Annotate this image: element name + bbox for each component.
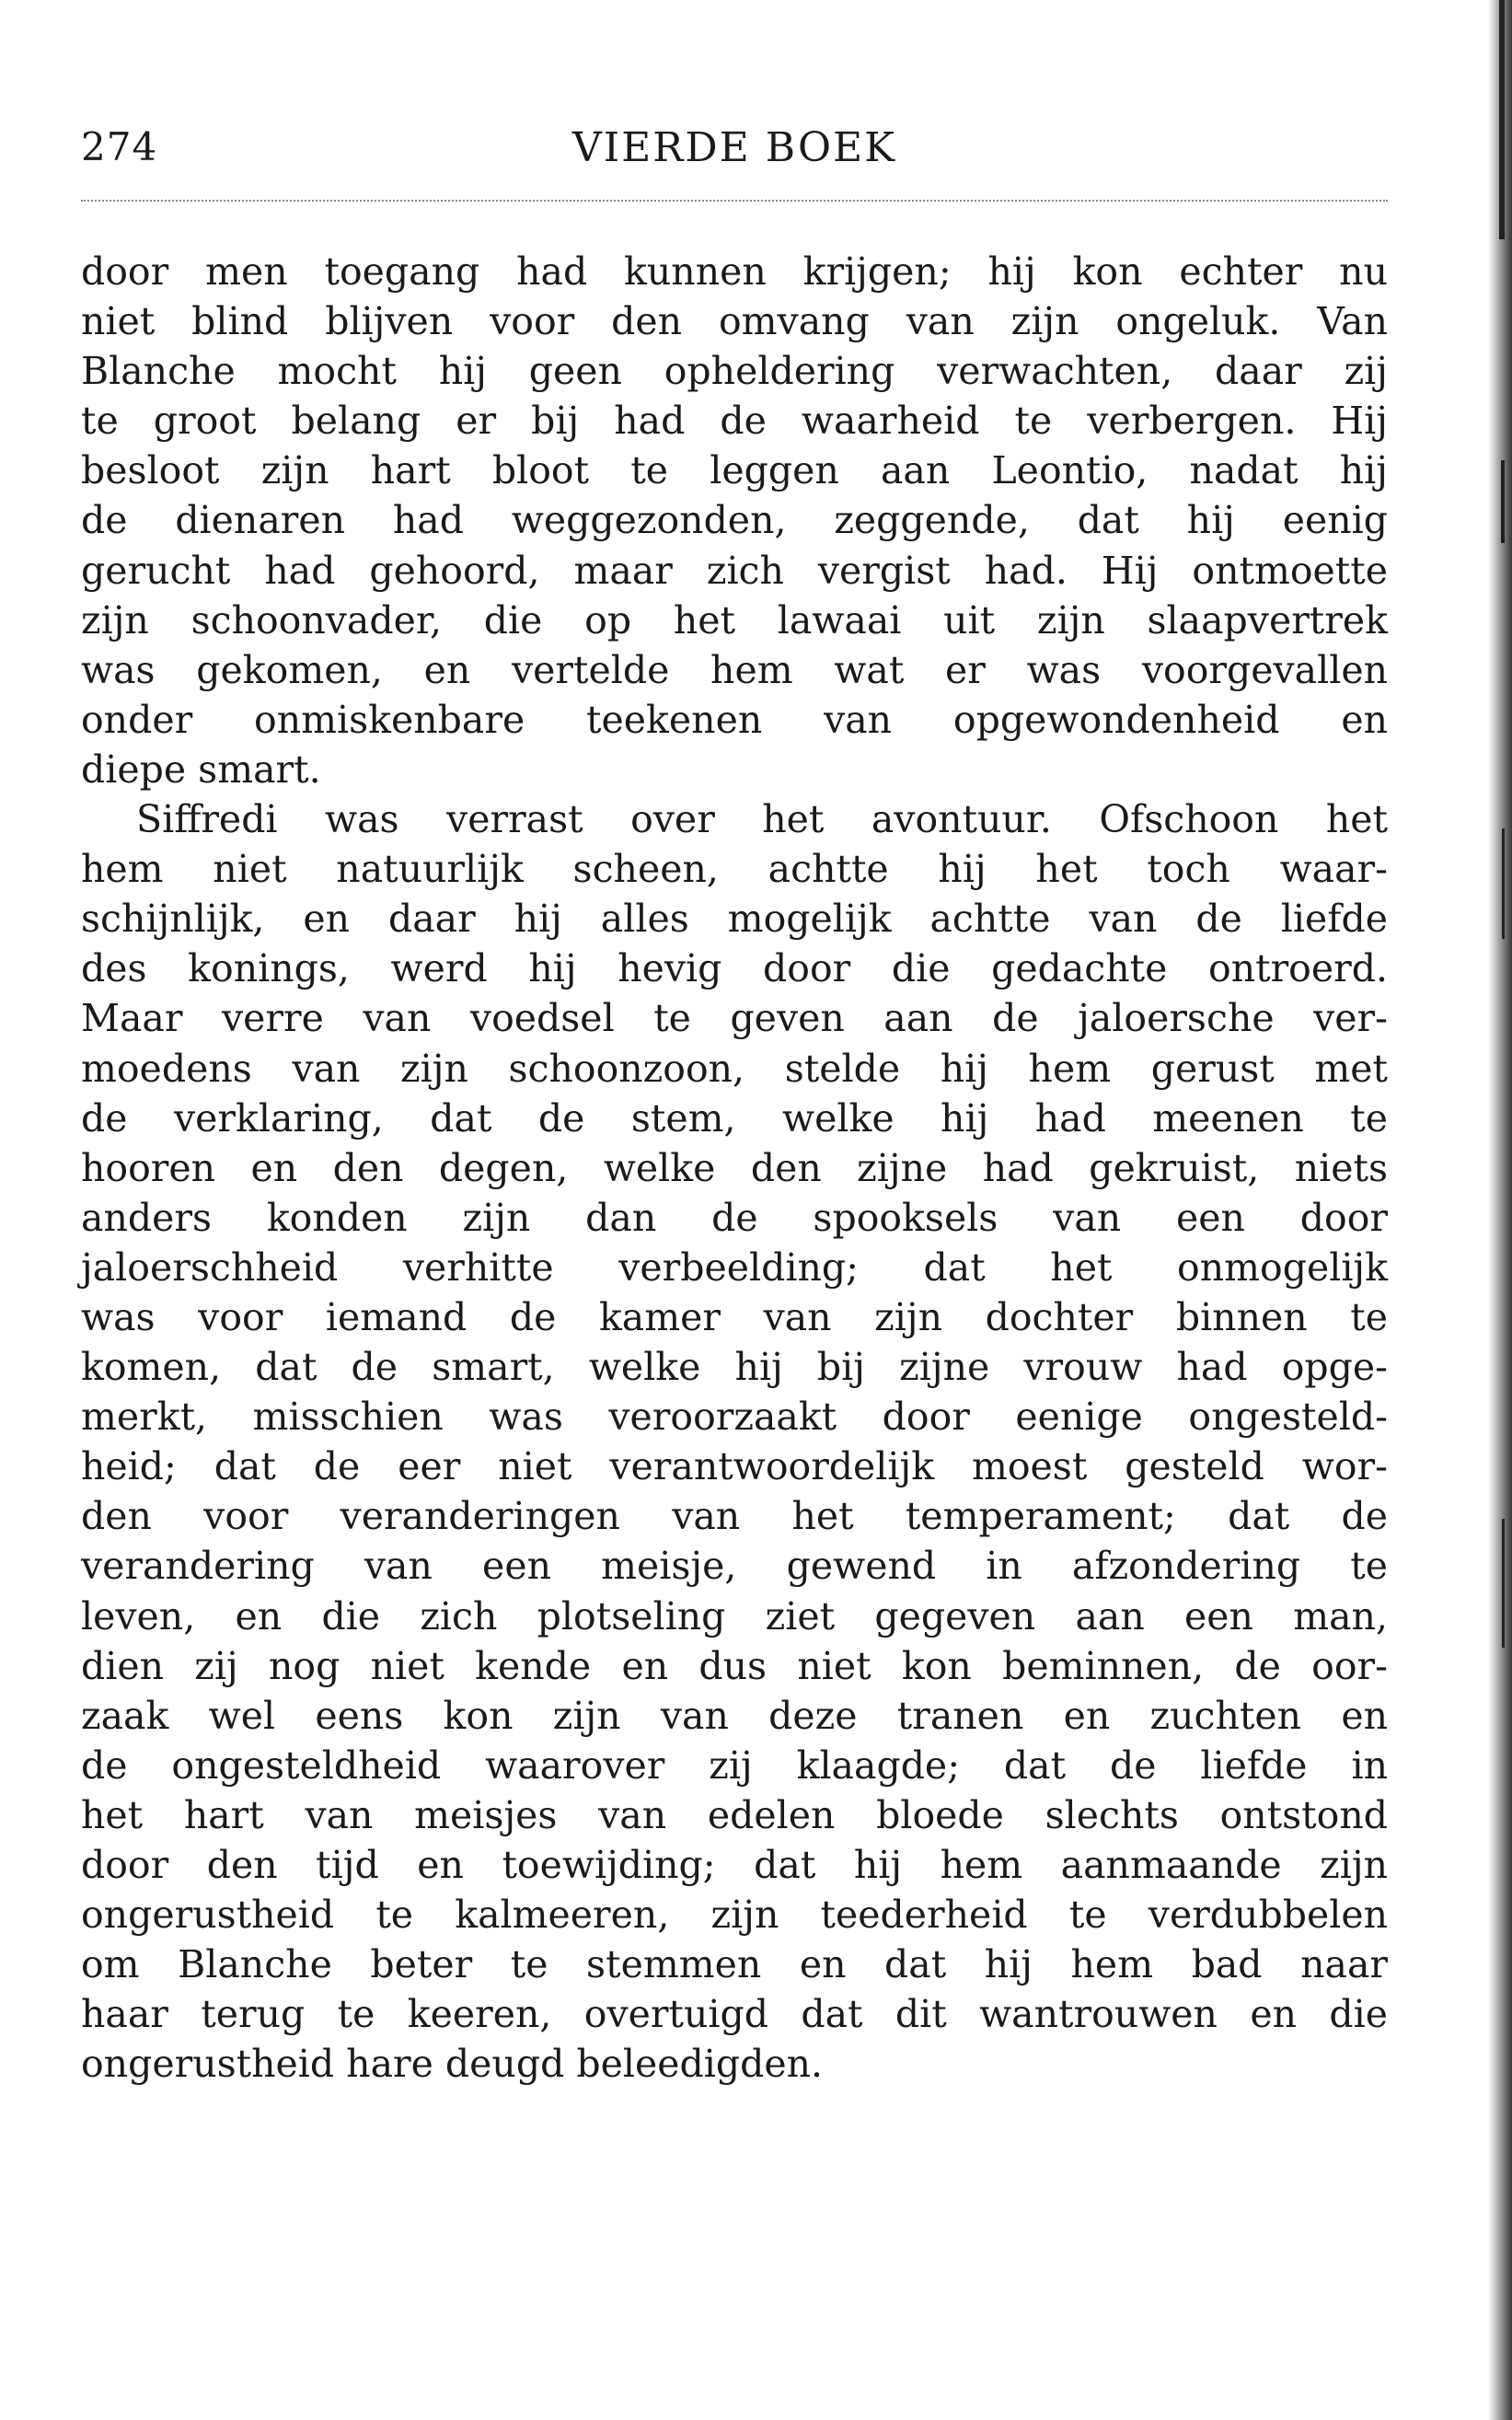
text-line: ongerustheid hare deugd beleedigden.: [81, 2042, 824, 2087]
text-line: niet blind blijven voor den omvang van zijn ongeluk. Van: [81, 299, 1388, 344]
text-line: diepe smart.: [81, 747, 321, 792]
text-line: komen, dat de smart, welke hij bij zijne vrouw had opge-: [81, 1345, 1388, 1390]
text-line: schijnlijk, en daar hij alles mogelijk achtte van de liefde: [81, 897, 1388, 942]
text-line: het hart van meisjes van edelen bloede slechts ontstond: [81, 1792, 1388, 1837]
page-edge-mark: [1499, 0, 1505, 239]
page-edge-shadow: [1488, 0, 1512, 2420]
text-line: besloot zijn hart bloot te leggen aan Leontio, nadat hij: [81, 448, 1388, 493]
text-line: te groot belang er bij had de waarheid te verbergen. Hij: [81, 399, 1388, 444]
header-divider: [81, 200, 1388, 202]
text-line: hooren en den degen, welke den zijne had gekruist, niets: [81, 1145, 1388, 1190]
running-head: VIERDE BOEK: [572, 124, 896, 171]
text-line: hem niet natuurlijk scheen, achtte hij het toch waar-: [81, 847, 1388, 892]
page-edge-mark: [1502, 1519, 1505, 1648]
text-line: door men toegang had kunnen krijgen; hij kon echter nu: [81, 249, 1388, 294]
text-line: haar terug te keeren, overtuigd dat dit wantrouwen en die: [81, 1992, 1388, 2037]
body-text: [81, 247, 1388, 2089]
page-number: 274: [81, 124, 158, 169]
page-edge-mark: [1501, 460, 1505, 543]
text-line: onder onmiskenbare teekenen van opgewondenheid en: [81, 697, 1388, 742]
text-line: verandering van een meisje, gewend in afzondering te: [81, 1544, 1388, 1589]
text-line: heid; dat de eer niet verantwoordelijk moest gesteld wor-: [81, 1444, 1388, 1489]
page-edge-mark: [1502, 828, 1505, 939]
text-line: om Blanche beter te stemmen en dat hij hem bad naar: [81, 1942, 1388, 1987]
text-line: des konings, werd hij hevig door die gedachte ontroerd.: [81, 946, 1388, 991]
text-line: Siffredi was verrast over het avontuur. Ofschoon het: [136, 797, 1388, 842]
text-line: merkt, misschien was veroorzaakt door eenige ongesteld-: [81, 1395, 1388, 1440]
text-line: de dienaren had weggezonden, zeggende, dat hij eenig: [81, 498, 1388, 543]
text-line: gerucht had gehoord, maar zich vergist had. Hij ontmoette: [81, 548, 1388, 593]
text-line: was voor iemand de kamer van zijn dochter binnen te: [81, 1294, 1388, 1339]
text-line: Blanche mocht hij geen opheldering verwachten, daar zij: [81, 349, 1388, 394]
text-line: ongerustheid te kalmeeren, zijn teederheid te verdubbelen: [81, 1893, 1388, 1938]
text-line: dien zij nog niet kende en dus niet kon beminnen, de oor-: [81, 1643, 1388, 1688]
page-header: [81, 124, 1388, 179]
text-line: zijn schoonvader, die op het lawaai uit zijn slaapvertrek: [81, 597, 1388, 643]
text-line: zaak wel eens kon zijn van deze tranen en zuchten en: [81, 1693, 1388, 1738]
text-line: jaloerschheid verhitte verbeelding; dat het onmogelijk: [81, 1245, 1388, 1290]
text-line: was gekomen, en vertelde hem wat er was voorgevallen: [81, 647, 1388, 692]
text-line: door den tijd en toewijding; dat hij hem aanmaande zijn: [81, 1843, 1388, 1887]
text-line: de ongesteldheid waarover zij klaagde; dat de liefde in: [81, 1743, 1388, 1788]
text-line: den voor veranderingen van het temperament; dat de: [81, 1494, 1388, 1539]
text-line: de verklaring, dat de stem, welke hij had meenen te: [81, 1095, 1388, 1141]
text-line: Maar verre van voedsel te geven aan de jaloersche ver-: [81, 996, 1388, 1041]
text-line: moedens van zijn schoonzoon, stelde hij hem gerust met: [81, 1046, 1388, 1091]
text-line: anders konden zijn dan de spooksels van een door: [81, 1195, 1388, 1240]
text-line: leven, en die zich plotseling ziet gegeven aan een man,: [81, 1593, 1388, 1638]
